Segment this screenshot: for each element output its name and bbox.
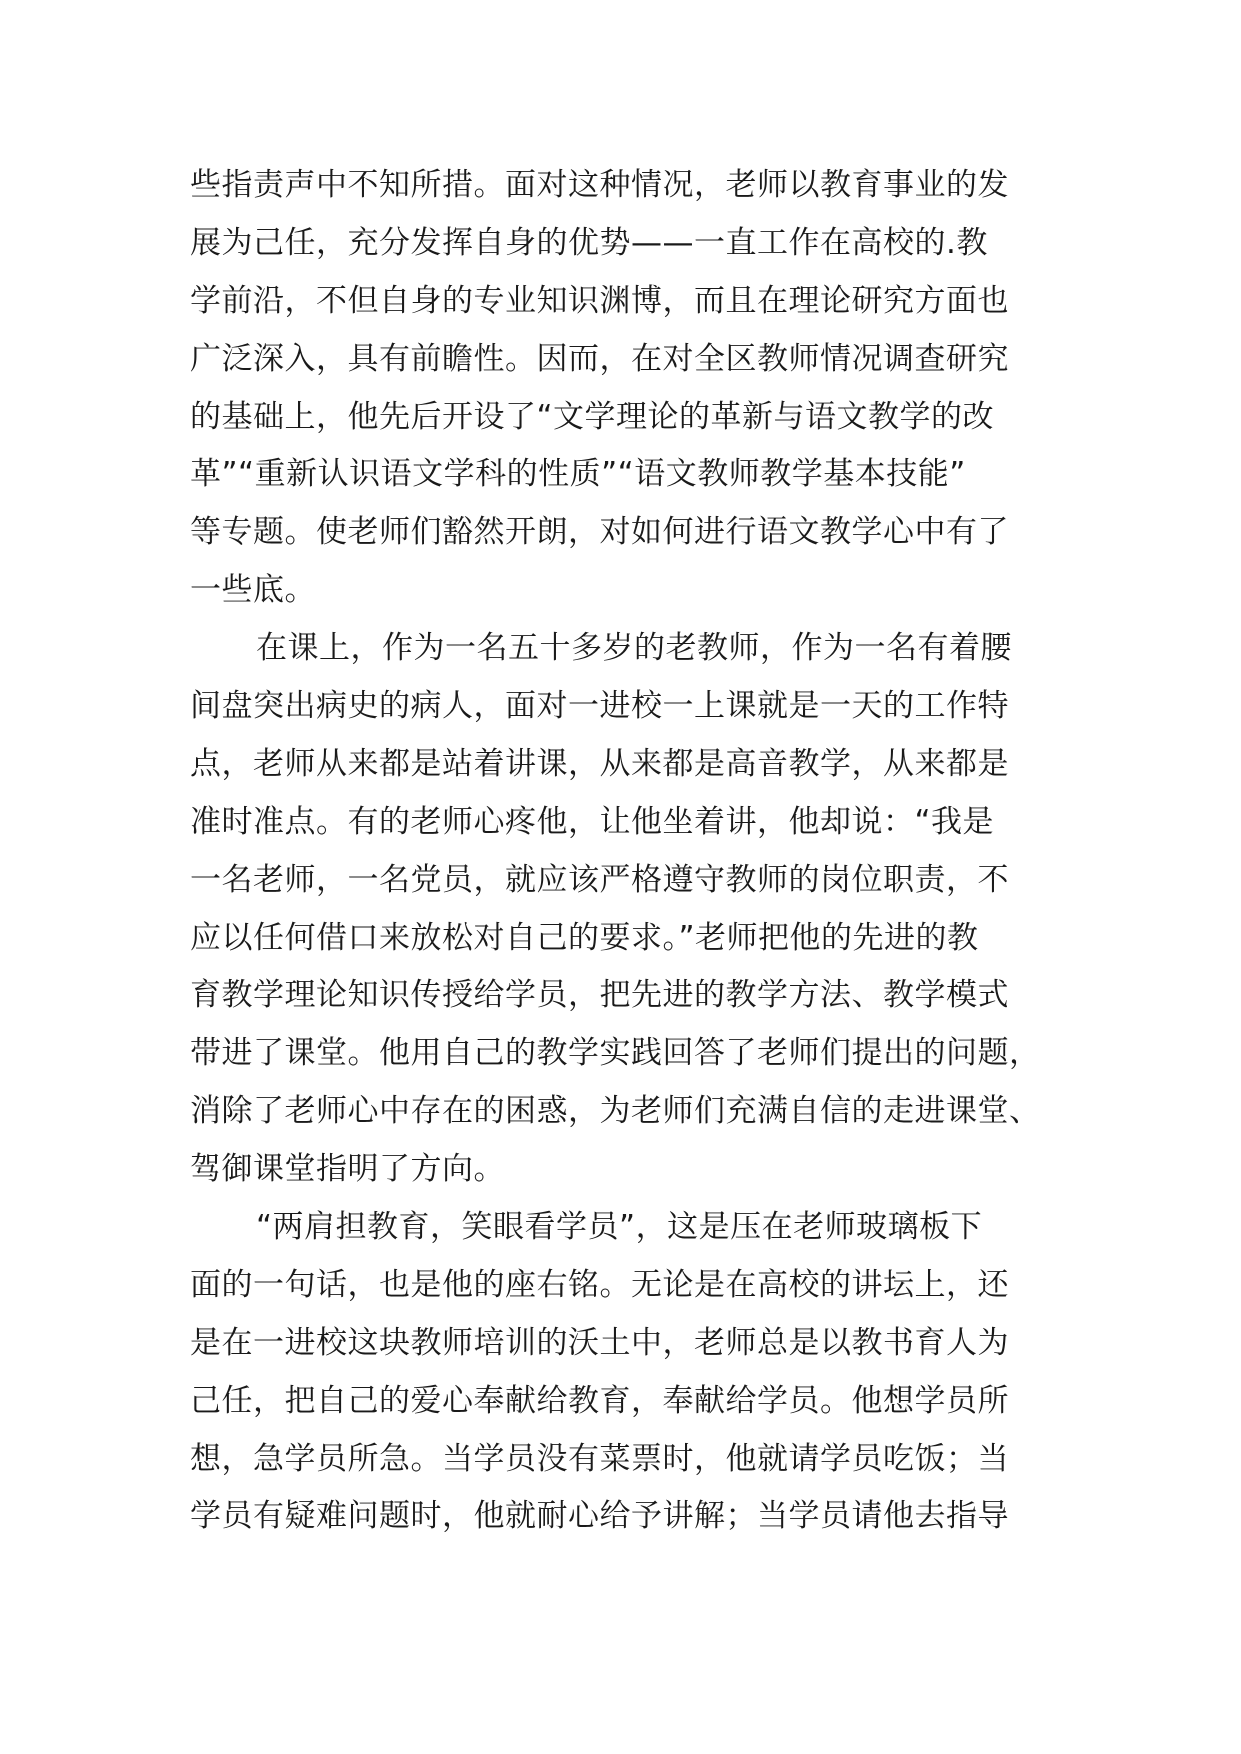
text-line: 学前沿，不但自身的专业知识渊博，而且在理论研究方面也 (190, 282, 1009, 319)
text-line: 驾御课堂指明了方向。 (190, 1151, 505, 1188)
paragraph (190, 620, 1050, 1199)
text-line: 准时准点。有的老师心疼他，让他坐着讲，他却说：“我是 (190, 803, 995, 840)
text-line: 消除了老师心中存在的困惑，为老师们充满自信的走进课堂、 (190, 1093, 1041, 1130)
text-line: 想，急学员所急。当学员没有菜票时，他就请学员吃饭；当 (190, 1440, 1009, 1477)
text-line: 学员有疑难问题时，他就耐心给予讲解；当学员请他去指导 (190, 1498, 1009, 1535)
text-line: 展为己任，充分发挥自身的优势——一直工作在高校的.教 (190, 224, 988, 261)
text-line: 育教学理论知识传授给学员，把先进的教学方法、教学模式 (190, 977, 1009, 1014)
body-text (190, 157, 1050, 1546)
text-line: 间盘突出病史的病人，面对一进校一上课就是一天的工作特 (190, 688, 1009, 725)
text-line: 些指责声中不知所措。面对这种情况，老师以教育事业的发 (190, 167, 1009, 203)
text-line: “两肩担教育，笑眼看学员”，这是压在老师玻璃板下 (256, 1209, 983, 1246)
text-line: 面的一句话，也是他的座右铭。无论是在高校的讲坛上，还 (190, 1266, 1009, 1303)
text-line: 是在一进校这块教师培训的沃土中，老师总是以教书育人为 (190, 1324, 1009, 1361)
text-line: 己任，把自己的爱心奉献给教育，奉献给学员。他想学员所 (190, 1382, 1009, 1419)
text-line: 一些底。 (190, 572, 316, 609)
text-line: 一名老师，一名党员，就应该严格遵守教师的岗位职责，不 (190, 861, 1009, 898)
text-line: 的基础上，他先后开设了“文学理论的革新与语文教学的改 (190, 398, 995, 435)
text-line: 广泛深入，具有前瞻性。因而，在对全区教师情况调查研究 (190, 340, 1009, 377)
text-line: 革”“重新认识语文学科的性质”“语文教师教学基本技能” (190, 456, 966, 493)
text-line: 等专题。使老师们豁然开朗，对如何进行语文教学心中有了 (190, 514, 1009, 551)
text-line: 应以任何借口来放松对自己的要求。”老师把他的先进的教 (190, 919, 979, 956)
text-line: 点，老师从来都是站着讲课，从来都是高音教学，从来都是 (190, 745, 1009, 782)
paragraph (190, 157, 1050, 620)
paragraph (190, 1199, 1050, 1546)
text-line: 带进了课堂。他用自己的教学实践回答了老师们提出的问题， (190, 1035, 1041, 1072)
text-line: 在课上，作为一名五十多岁的老教师，作为一名有着腰 (256, 630, 1012, 667)
